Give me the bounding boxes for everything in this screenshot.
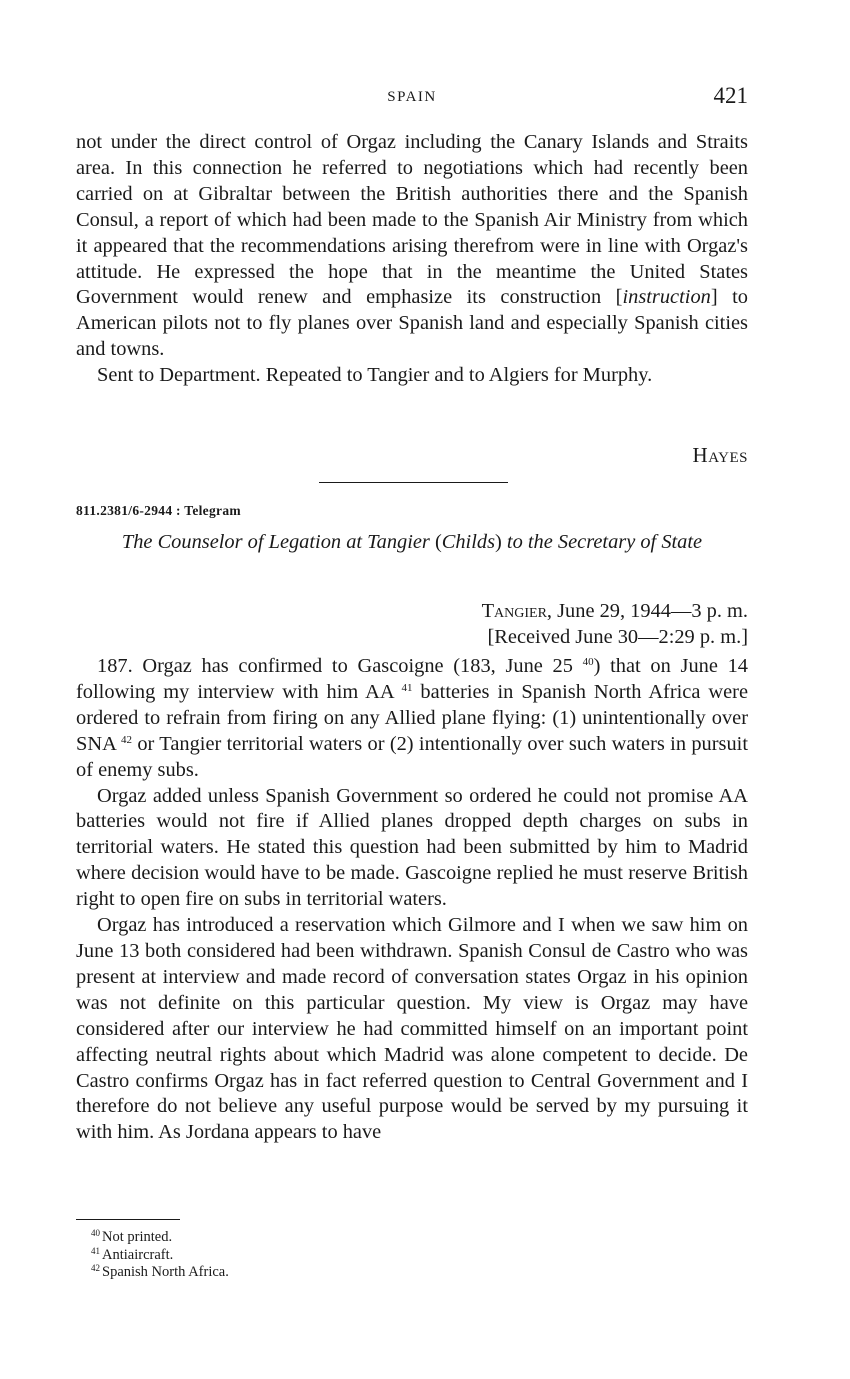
body-paragraph-1 xyxy=(76,654,748,784)
dateline-received: [Received June 30—2:29 p. m.] xyxy=(487,626,748,648)
footnote-number: 41 xyxy=(91,1245,100,1256)
running-title: SPAIN xyxy=(387,89,437,105)
footnote-42 xyxy=(91,1264,229,1282)
body-paragraph-2: Orgaz added unless Spanish Government so ordered he could not promise AA batteries would not fire if Allied planes dropped depth charges on subs in territorial waters. He stated this question had been submitted by him to Madrid where decision would have to be made. Gascoigne replied he must reserve British right to open fire on subs in territorial waters. xyxy=(76,784,748,911)
footnote-40 xyxy=(91,1229,229,1247)
continuation-paragraph-text: not under the direct control of Orgaz including the Canary Islands and Straits area. In this connection he referred to negotiations which had recently been carried on at Gibraltar between the British authorities there and the Spanish Consul, a report of which had been made to the Spanish Air Ministry from which it appeared that the recommendations arising therefrom were in line with Orgaz's attitude. He expressed the hope that in the meantime the United States Government would renew and emphasize its construction xyxy=(76,131,748,309)
bracket-open: [ xyxy=(601,286,623,309)
continuation-text xyxy=(76,130,748,389)
title-name: Childs xyxy=(441,531,496,553)
document-title xyxy=(76,529,748,555)
bracket-close: ] xyxy=(710,286,733,309)
title-close-paren: ) xyxy=(495,531,502,553)
signature xyxy=(693,443,748,468)
title-part-1: The Counselor of Legation at Tangier xyxy=(121,531,435,553)
body-p1-c: batteries in Spanish North Africa were ordered to refrain from firing on any Allied plane flying: (1) unintentionally over SNA xyxy=(76,680,748,755)
body-p1-a: 187. Orgaz has confirmed to Gascoigne (183, June 25 xyxy=(97,655,583,677)
footnote-ref-42: 42 xyxy=(121,733,133,746)
dateline xyxy=(328,598,748,650)
continuation-paragraph xyxy=(76,130,748,363)
telegram-body xyxy=(76,654,748,1146)
dateline-place: Tangier xyxy=(481,600,547,622)
title-part-2: to the Secretary of State xyxy=(501,531,703,553)
section-divider xyxy=(319,482,508,483)
signature-text: Hayes xyxy=(692,443,748,467)
footnote-number: 42 xyxy=(91,1263,100,1273)
body-p1-d: or Tangier territorial waters or (2) intentionally over such waters in pursuit of enemy subs. xyxy=(76,732,749,781)
body-p1-b: ) that on June 14 following my interview with him AA xyxy=(76,655,748,703)
body-paragraph-3: Orgaz has introduced a reservation which Gilmore and I when we saw him on June 13 both considered had been withdrawn. Spanish Consul de Castro who was present at interview and made record of conversation states Orgaz in his opinion was not definite on this particular question. My view is Orgaz may have considered after our interview he had committed himself on an important point affecting neutral rights about which Madrid was alone competent to decide. De Castro confirms Orgaz has in fact referred question to Central Government and I therefore do not believe any useful purpose would be served by my pursuing it with him. As Jordana appears to have xyxy=(76,914,748,1144)
continuation-paragraph-end: to American pilots not to fly planes over Spanish land and especially Spanish cities and towns. xyxy=(76,286,748,361)
footnote-text: Not printed. xyxy=(102,1229,173,1245)
dateline-time: , June 29, 1944—3 p. m. xyxy=(546,600,748,622)
footnote-divider xyxy=(76,1219,180,1220)
footnote-ref-40: 40 xyxy=(582,656,594,668)
title-open-paren: ( xyxy=(434,531,442,553)
page-number: 421 xyxy=(713,83,748,108)
footnotes xyxy=(91,1229,229,1282)
footnote-text: Antiaircraft. xyxy=(102,1246,174,1263)
routing-paragraph: Sent to Department. Repeated to Tangier and to Algiers for Murphy. xyxy=(97,364,653,387)
dateline-sent xyxy=(328,598,748,624)
file-reference: 811.2381/6-2944 : Telegram xyxy=(76,503,241,518)
running-head xyxy=(76,83,748,113)
footnote-41 xyxy=(91,1247,229,1265)
footnote-ref-41: 41 xyxy=(401,681,413,694)
footnote-number: 40 xyxy=(91,1228,100,1238)
footnote-text: Spanish North Africa. xyxy=(102,1264,229,1280)
bracketed-correction: instruction xyxy=(622,286,711,309)
